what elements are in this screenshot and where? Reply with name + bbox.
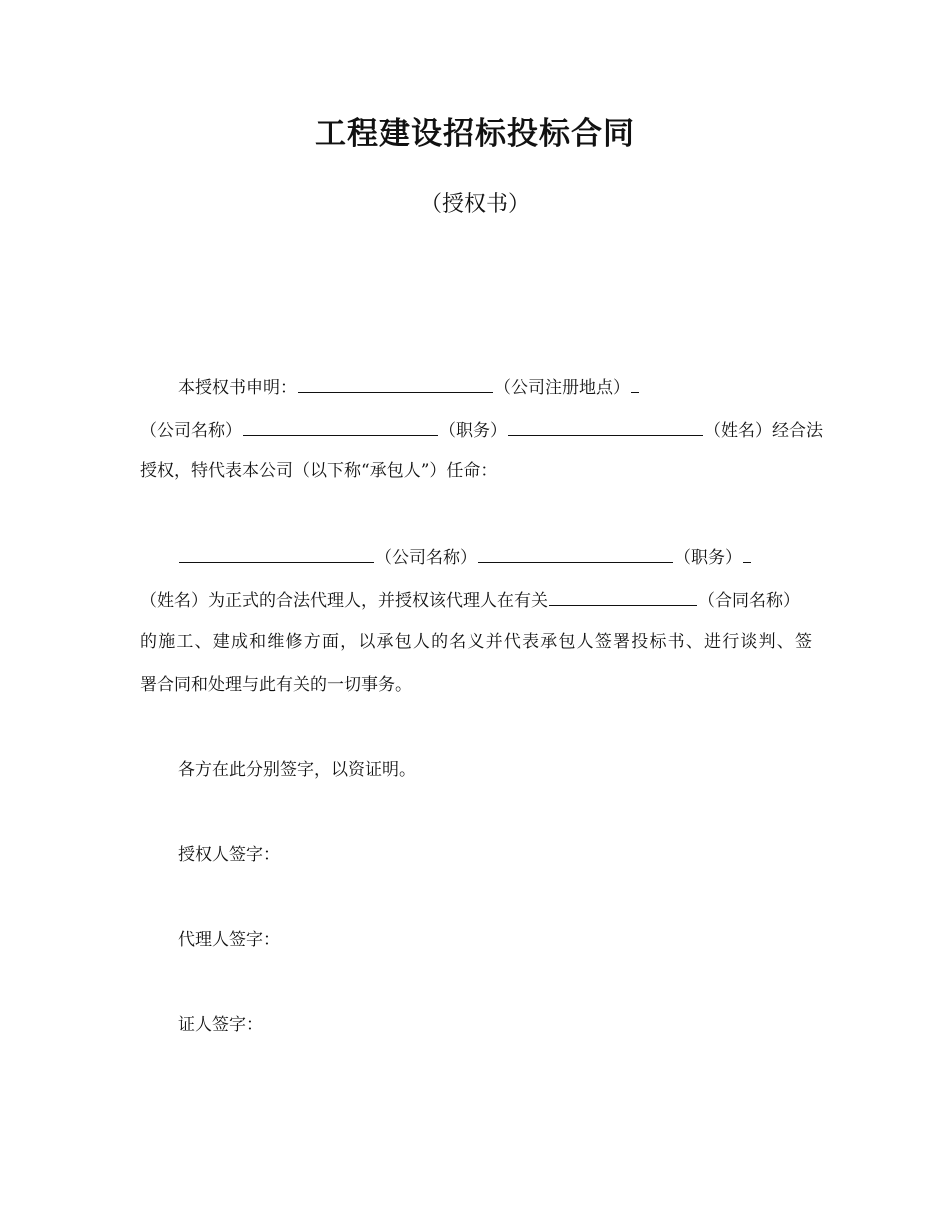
contract-name-blank (549, 584, 697, 606)
position-blank (508, 414, 703, 436)
trailing-blank (631, 371, 639, 393)
name-label: （姓名）经合法 (704, 421, 823, 441)
witness-signature-label: 证人签字： (178, 1015, 263, 1035)
grantor-signature-label: 授权人签字： (178, 845, 280, 865)
paragraph1-line3: 授权，特代表本公司（以下称“承包人”）任命： (140, 461, 498, 481)
contract-name-label: （合同名称） (698, 591, 800, 611)
paragraph2-line3: 的施工、建成和维修方面，以承包人的名义并代表承包人签署投标书、进行谈判、签 (140, 632, 812, 652)
company-name-label: （公司名称） (140, 421, 242, 441)
paragraph2-line1 (178, 541, 812, 573)
witness-statement: 各方在此分别签字，以资证明。 (178, 760, 416, 780)
declaration-prefix: 本授权书申明： (178, 378, 297, 398)
document-subtitle: （授权书） (419, 192, 530, 217)
agent-position-label: （职务） (674, 548, 742, 568)
paragraph2-line4: 署合同和处理与此有关的一切事务。 (140, 675, 412, 695)
company-name-blank (243, 414, 438, 436)
agent-company-blank (179, 541, 374, 563)
registered-place-blank (298, 371, 493, 393)
agent-name-text: （姓名）为正式的合法代理人，并授权该代理人在有关 (140, 591, 548, 611)
registered-place-label: （公司注册地点） (494, 378, 630, 398)
trailing-blank (743, 541, 751, 563)
agent-company-label: （公司名称） (375, 548, 477, 568)
paragraph1-line2 (140, 414, 823, 446)
agent-position-blank (478, 541, 673, 563)
position-label: （职务） (439, 421, 507, 441)
document-title: 工程建设招标投标合同 (315, 116, 635, 152)
paragraph2-line2 (140, 584, 812, 616)
agent-signature-label: 代理人签字： (178, 930, 280, 950)
paragraph1-line1 (178, 371, 812, 403)
